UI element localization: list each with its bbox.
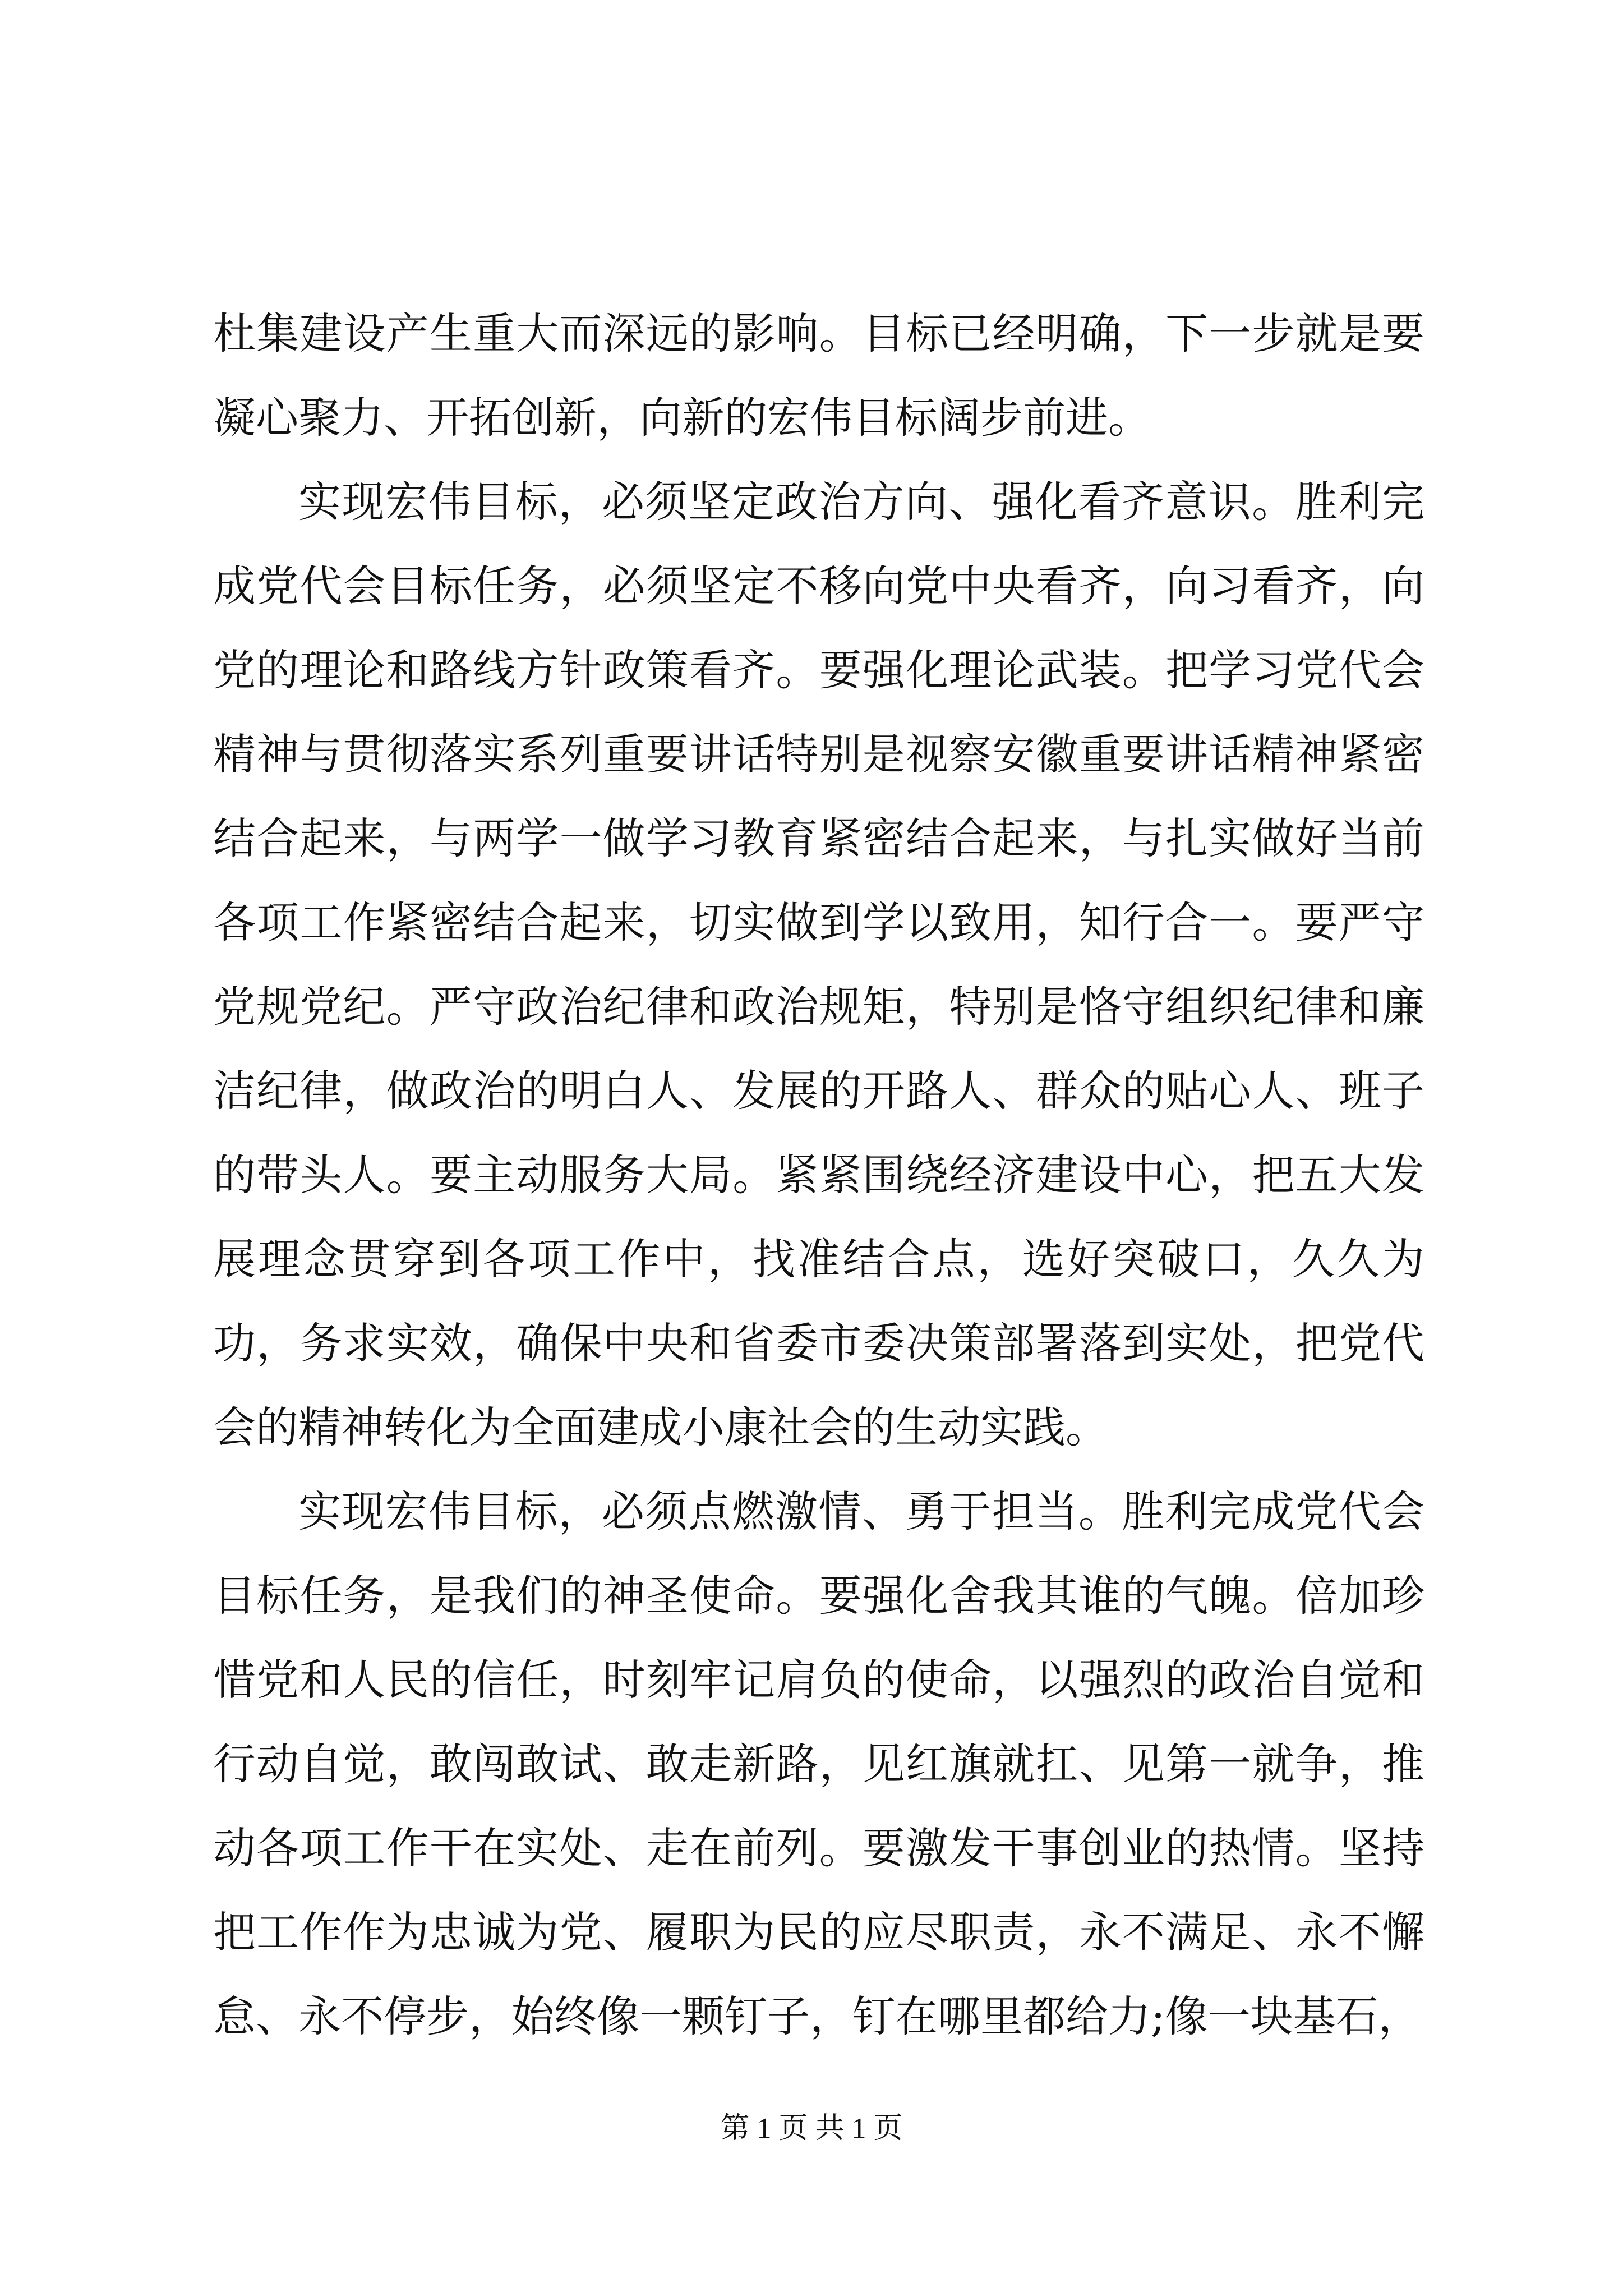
paragraph-continuation: 杜集建设产生重大而深远的影响。目标已经明确，下一步就是要凝心聚力、开拓创新，向新的宏伟目标阔步前进。: [213, 309, 1424, 443]
paragraph-political-direction: 实现宏伟目标，必须坚定政治方向、强化看齐意识。胜利完成党代会目标任务，必须坚定不移向党中央看齐，向习看齐，向党的理论和路线方针政策看齐。要强化理论武装。把学习党代会精神与贯彻落实系列重要讲话特别是视察安徽重要讲话精神紧密结合起来，与两学一做学习教育紧密结合起来，与扎实做好当前各项工作紧密结合起来，切实做到学以致用，知行合一。要严守党规党纪。严守政治纪律和政治规矩，特别是恪守组织纪律和廉洁纪律，做政治的明白人、发展的开路人、群众的贴心人、班子的带头人。要主动服务大局。紧紧围绕经济建设中心，把五大发展理念贯穿到各项工作中，找准结合点，选好突破口，久久为功，务求实效，确保中央和省委市委决策部署落到实处，把党代会的精神转化为全面建成小康社会的生动实践。: [213, 477, 1424, 1452]
document-body: [213, 292, 1424, 2059]
paragraph-passion-responsibility: 实现宏伟目标，必须点燃激情、勇于担当。胜利完成党代会目标任务，是我们的神圣使命。要强化舍我其谁的气魄。倍加珍惜党和人民的信任，时刻牢记肩负的使命，以强烈的政治自觉和行动自觉，敢闯敢试、敢走新路，见红旗就扛、见第一就争，推动各项工作干在实处、走在前列。要激发干事创业的热情。坚持把工作作为忠诚为党、履职为民的应尽职责，永不满足、永不懈怠、永不停步，始终像一颗钉子，钉在哪里都给力;像一块基石，: [213, 1487, 1424, 2041]
page-footer: 第 1 页 共 1 页: [720, 2113, 903, 2145]
